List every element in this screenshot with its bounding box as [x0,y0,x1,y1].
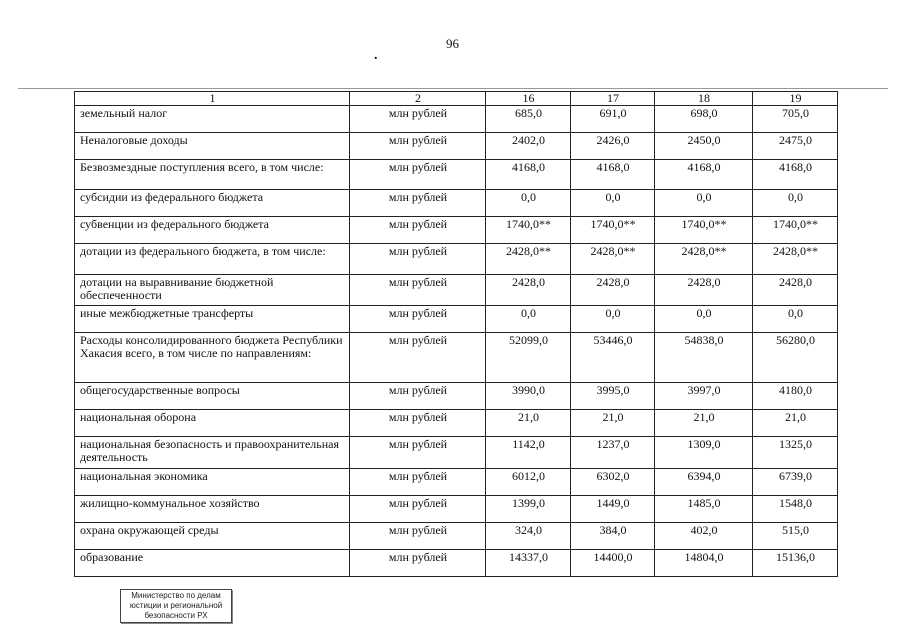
budget-table [74,91,838,577]
row-indicator-name: дотации из федерального бюджета, в том числе: [75,244,350,275]
row-value: 2426,0 [571,133,655,160]
row-value: 2475,0 [753,133,838,160]
table-row [75,469,838,496]
row-unit: млн рублей [350,333,486,383]
row-value: 1740,0** [486,217,571,244]
row-indicator-name: Расходы консолидированного бюджета Республики Хакасия всего, в том числе по направлениям: [75,333,350,383]
row-value: 0,0 [486,306,571,333]
row-value: 1237,0 [571,437,655,469]
row-value: 384,0 [571,523,655,550]
table-row [75,275,838,306]
column-header: 16 [486,92,571,106]
stamp-line: Министерство по делам [131,591,221,600]
row-indicator-name: национальная экономика [75,469,350,496]
row-value: 52099,0 [486,333,571,383]
row-indicator-name: Безвозмездные поступления всего, в том числе: [75,160,350,190]
row-unit: млн рублей [350,437,486,469]
row-value: 2450,0 [655,133,753,160]
row-value: 2428,0** [571,244,655,275]
row-value: 15136,0 [753,550,838,577]
table-row [75,333,838,383]
row-value: 324,0 [486,523,571,550]
stamp-line: безопасности РХ [144,611,208,620]
row-indicator-name: национальная безопасность и правоохранительная деятельность [75,437,350,469]
row-value: 515,0 [753,523,838,550]
row-value: 14337,0 [486,550,571,577]
row-indicator-name: иные межбюджетные трансферты [75,306,350,333]
row-value: 4168,0 [486,160,571,190]
row-value: 705,0 [753,106,838,133]
row-value: 21,0 [655,410,753,437]
stamp-line: юстиции и региональной [129,601,223,610]
column-header: 2 [350,92,486,106]
row-value: 1740,0** [753,217,838,244]
row-value: 21,0 [571,410,655,437]
row-value: 1309,0 [655,437,753,469]
row-value: 54838,0 [655,333,753,383]
row-value: 6394,0 [655,469,753,496]
row-value: 1325,0 [753,437,838,469]
row-unit: млн рублей [350,106,486,133]
row-value: 56280,0 [753,333,838,383]
table-row [75,410,838,437]
row-unit: млн рублей [350,217,486,244]
row-value: 4168,0 [571,160,655,190]
table-header-row [75,92,838,106]
row-unit: млн рублей [350,410,486,437]
row-value: 21,0 [486,410,571,437]
row-value: 3990,0 [486,383,571,410]
column-header: 1 [75,92,350,106]
row-value: 2428,0 [655,275,753,306]
horizontal-rule [18,88,888,89]
column-header: 19 [753,92,838,106]
table-row [75,437,838,469]
row-value: 0,0 [655,190,753,217]
row-value: 0,0 [753,306,838,333]
row-value: 2428,0** [753,244,838,275]
row-value: 2428,0** [655,244,753,275]
row-indicator-name: земельный налог [75,106,350,133]
row-value: 4180,0 [753,383,838,410]
row-value: 1142,0 [486,437,571,469]
row-unit: млн рублей [350,275,486,306]
row-value: 1740,0** [571,217,655,244]
row-value: 3995,0 [571,383,655,410]
row-value: 4168,0 [753,160,838,190]
row-unit: млн рублей [350,306,486,333]
row-unit: млн рублей [350,190,486,217]
row-value: 6012,0 [486,469,571,496]
row-value: 1548,0 [753,496,838,523]
row-value: 1449,0 [571,496,655,523]
row-indicator-name: жилищно-коммунальное хозяйство [75,496,350,523]
table-body [75,106,838,577]
row-value: 698,0 [655,106,753,133]
row-value: 0,0 [571,306,655,333]
row-indicator-name: субсидии из федерального бюджета [75,190,350,217]
row-value: 2428,0 [753,275,838,306]
table-row [75,244,838,275]
table-row [75,550,838,577]
row-indicator-name: образование [75,550,350,577]
table-row [75,160,838,190]
row-unit: млн рублей [350,244,486,275]
row-value: 1740,0** [655,217,753,244]
row-value: 0,0 [655,306,753,333]
table-row [75,106,838,133]
row-value: 14400,0 [571,550,655,577]
table-row [75,217,838,244]
row-indicator-name: Неналоговые доходы [75,133,350,160]
row-value: 6302,0 [571,469,655,496]
row-value: 3997,0 [655,383,753,410]
page-number: 96 [446,36,459,51]
row-unit: млн рублей [350,469,486,496]
row-unit: млн рублей [350,550,486,577]
row-unit: млн рублей [350,496,486,523]
row-value: 53446,0 [571,333,655,383]
row-value: 2428,0 [486,275,571,306]
row-value: 4168,0 [655,160,753,190]
table-row [75,523,838,550]
table-row [75,383,838,410]
row-value: 1399,0 [486,496,571,523]
row-value: 0,0 [571,190,655,217]
ministry-stamp [120,589,232,623]
row-unit: млн рублей [350,160,486,190]
row-indicator-name: общегосударственные вопросы [75,383,350,410]
row-unit: млн рублей [350,383,486,410]
row-indicator-name: охрана окружающей среды [75,523,350,550]
table-row [75,496,838,523]
row-value: 14804,0 [655,550,753,577]
table-row [75,190,838,217]
row-value: 2428,0** [486,244,571,275]
row-indicator-name: национальная оборона [75,410,350,437]
row-value: 2428,0 [571,275,655,306]
row-unit: млн рублей [350,133,486,160]
row-value: 691,0 [571,106,655,133]
row-unit: млн рублей [350,523,486,550]
column-header: 18 [655,92,753,106]
dot-mark: . [374,48,378,63]
table-row [75,306,838,333]
column-header: 17 [571,92,655,106]
row-value: 21,0 [753,410,838,437]
row-value: 1485,0 [655,496,753,523]
row-value: 402,0 [655,523,753,550]
table-row [75,133,838,160]
row-indicator-name: субвенции из федерального бюджета [75,217,350,244]
row-value: 685,0 [486,106,571,133]
row-value: 0,0 [753,190,838,217]
row-value: 6739,0 [753,469,838,496]
row-indicator-name: дотации на выравнивание бюджетной обеспеченности [75,275,350,306]
row-value: 0,0 [486,190,571,217]
row-value: 2402,0 [486,133,571,160]
